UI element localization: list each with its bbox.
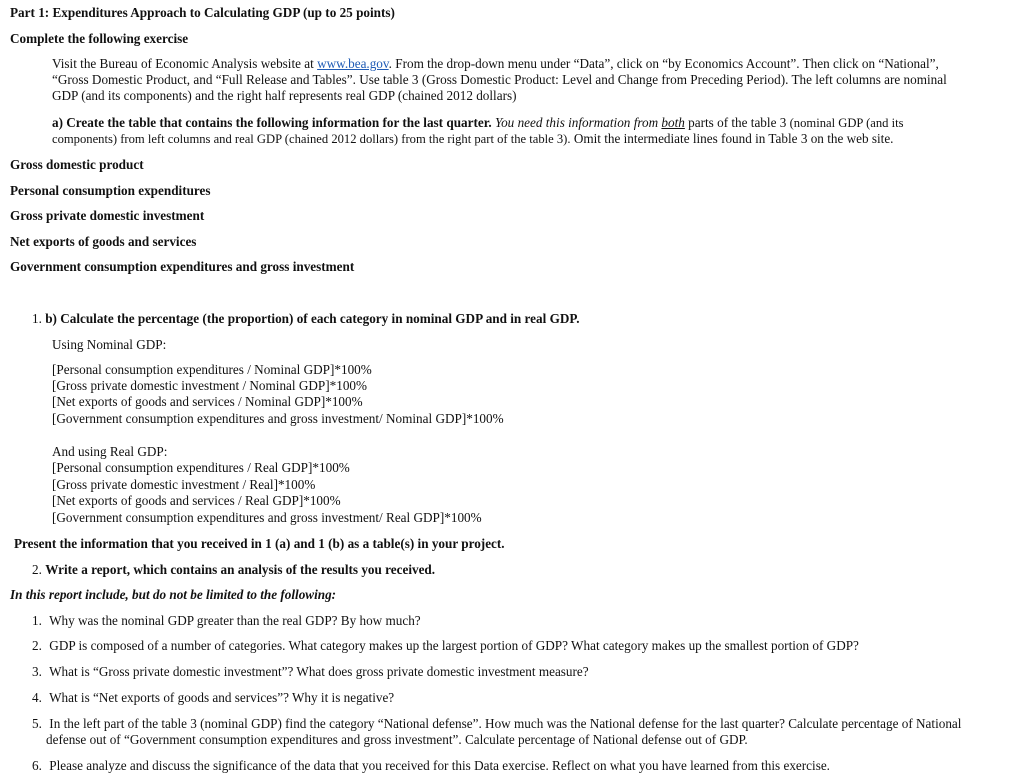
real-label: And using Real GDP: bbox=[52, 444, 168, 459]
category-pce: Personal consumption expenditures bbox=[10, 183, 211, 198]
report-heading: Write a report, which contains an analysis of the results you received. bbox=[45, 562, 436, 577]
question-item bbox=[32, 613, 421, 629]
category-net-exports: Net exports of goods and services bbox=[10, 234, 197, 249]
question-number: 1. bbox=[32, 613, 42, 628]
category-gpdi: Gross private domestic investment bbox=[10, 208, 205, 223]
question-text: GDP is composed of a number of categories. What category makes up the largest portion of GDP? What category makes up the smallest portion of GDP? bbox=[49, 638, 859, 653]
part-a-line2-small: components) from left columns and real GDP (chained 2012 dollars) from the right part of the table 3). bbox=[52, 132, 571, 146]
real-formula: [Government consumption expenditures and gross investment/ Real GDP]*100% bbox=[52, 510, 482, 525]
question-text: Please analyze and discuss the significance of the data that you received for this Data exercise. Reflect on what you have learned from this exercise. bbox=[49, 758, 830, 773]
question-item bbox=[32, 716, 961, 732]
nominal-formula: [Personal consumption expenditures / Nominal GDP]*100% bbox=[52, 362, 372, 377]
question-item bbox=[32, 664, 589, 680]
question-number: 3. bbox=[32, 664, 42, 679]
part-b-number: 1. bbox=[32, 311, 42, 326]
question-number: 5. bbox=[32, 716, 42, 731]
real-formula: [Personal consumption expenditures / Real GDP]*100% bbox=[52, 460, 350, 475]
intro-text-a: Visit the Bureau of Economic Analysis website at bbox=[52, 56, 318, 71]
part-b-heading-line bbox=[32, 311, 580, 327]
nominal-formula: [Net exports of goods and services / Nominal GDP]*100% bbox=[52, 394, 363, 409]
part-title: Part 1: Expenditures Approach to Calculating GDP (up to 25 points) bbox=[10, 5, 395, 20]
question-item bbox=[32, 638, 859, 654]
real-formula: [Gross private domestic investment / Real]*100% bbox=[52, 477, 316, 492]
intro-line-2: “Gross Domestic Product, and “Full Release and Tables”. Use table 3 (Gross Domestic Product: Level and Change from Preceding Period). The left columns are nominal bbox=[52, 72, 947, 87]
report-number: 2. bbox=[32, 562, 42, 577]
nominal-label: Using Nominal GDP: bbox=[52, 337, 167, 352]
part-a-italic: You need this information from bbox=[494, 115, 662, 130]
report-intro: In this report include, but do not be limited to the following: bbox=[10, 587, 337, 602]
present-instruction: Present the information that you received in 1 (a) and 1 (b) as a table(s) in your project. bbox=[14, 536, 505, 551]
question-text: In the left part of the table 3 (nominal GDP) find the category “National defense”. How much was the National defense for the last quarter? Calculate percentage of National bbox=[49, 716, 962, 731]
question-text: Why was the nominal GDP greater than the real GDP? By how much? bbox=[49, 613, 421, 628]
bea-link[interactable]: www.bea.gov bbox=[317, 56, 389, 71]
part-a-rest: parts of the table 3 bbox=[684, 115, 790, 130]
part-a-line-2 bbox=[52, 131, 893, 147]
part-a-small: (nominal GDP (and its bbox=[789, 116, 904, 130]
real-formula: [Net exports of goods and services / Real GDP]*100% bbox=[52, 493, 341, 508]
part-a-heading: a) Create the table that contains the following information for the last quarter. bbox=[52, 115, 492, 130]
category-gdp: Gross domestic product bbox=[10, 157, 144, 172]
part-a-line-1 bbox=[52, 115, 904, 131]
question-number: 6. bbox=[32, 758, 42, 773]
question-text-continued: defense out of “Government consumption expenditures and gross investment”. Calculate percentage of National defense out of GDP. bbox=[46, 732, 748, 747]
question-item bbox=[32, 690, 394, 706]
intro-text-b: . From the drop-down menu under “Data”, click on “by Economics Account”. Then click on “National”, bbox=[388, 56, 939, 71]
nominal-formula: [Gross private domestic investment / Nominal GDP]*100% bbox=[52, 378, 367, 393]
question-text: What is “Gross private domestic investment”? What does gross private domestic investment measure? bbox=[49, 664, 589, 679]
report-line bbox=[32, 562, 435, 578]
exercise-heading: Complete the following exercise bbox=[10, 31, 189, 46]
intro-line-1 bbox=[52, 56, 939, 72]
part-b-heading: b) Calculate the percentage (the proportion) of each category in nominal GDP and in real GDP. bbox=[45, 311, 580, 326]
category-government: Government consumption expenditures and gross investment bbox=[10, 259, 355, 274]
part-a-line2-rest: Omit the intermediate lines found in Table 3 on the web site. bbox=[570, 131, 894, 146]
part-a-both: both bbox=[661, 115, 685, 130]
question-text: What is “Net exports of goods and services”? Why it is negative? bbox=[49, 690, 395, 705]
question-number: 2. bbox=[32, 638, 42, 653]
nominal-formula: [Government consumption expenditures and gross investment/ Nominal GDP]*100% bbox=[52, 411, 504, 426]
intro-line-3: GDP (and its components) and the right half represents real GDP (chained 2012 dollars) bbox=[52, 88, 517, 103]
question-item bbox=[32, 758, 830, 774]
question-number: 4. bbox=[32, 690, 42, 705]
